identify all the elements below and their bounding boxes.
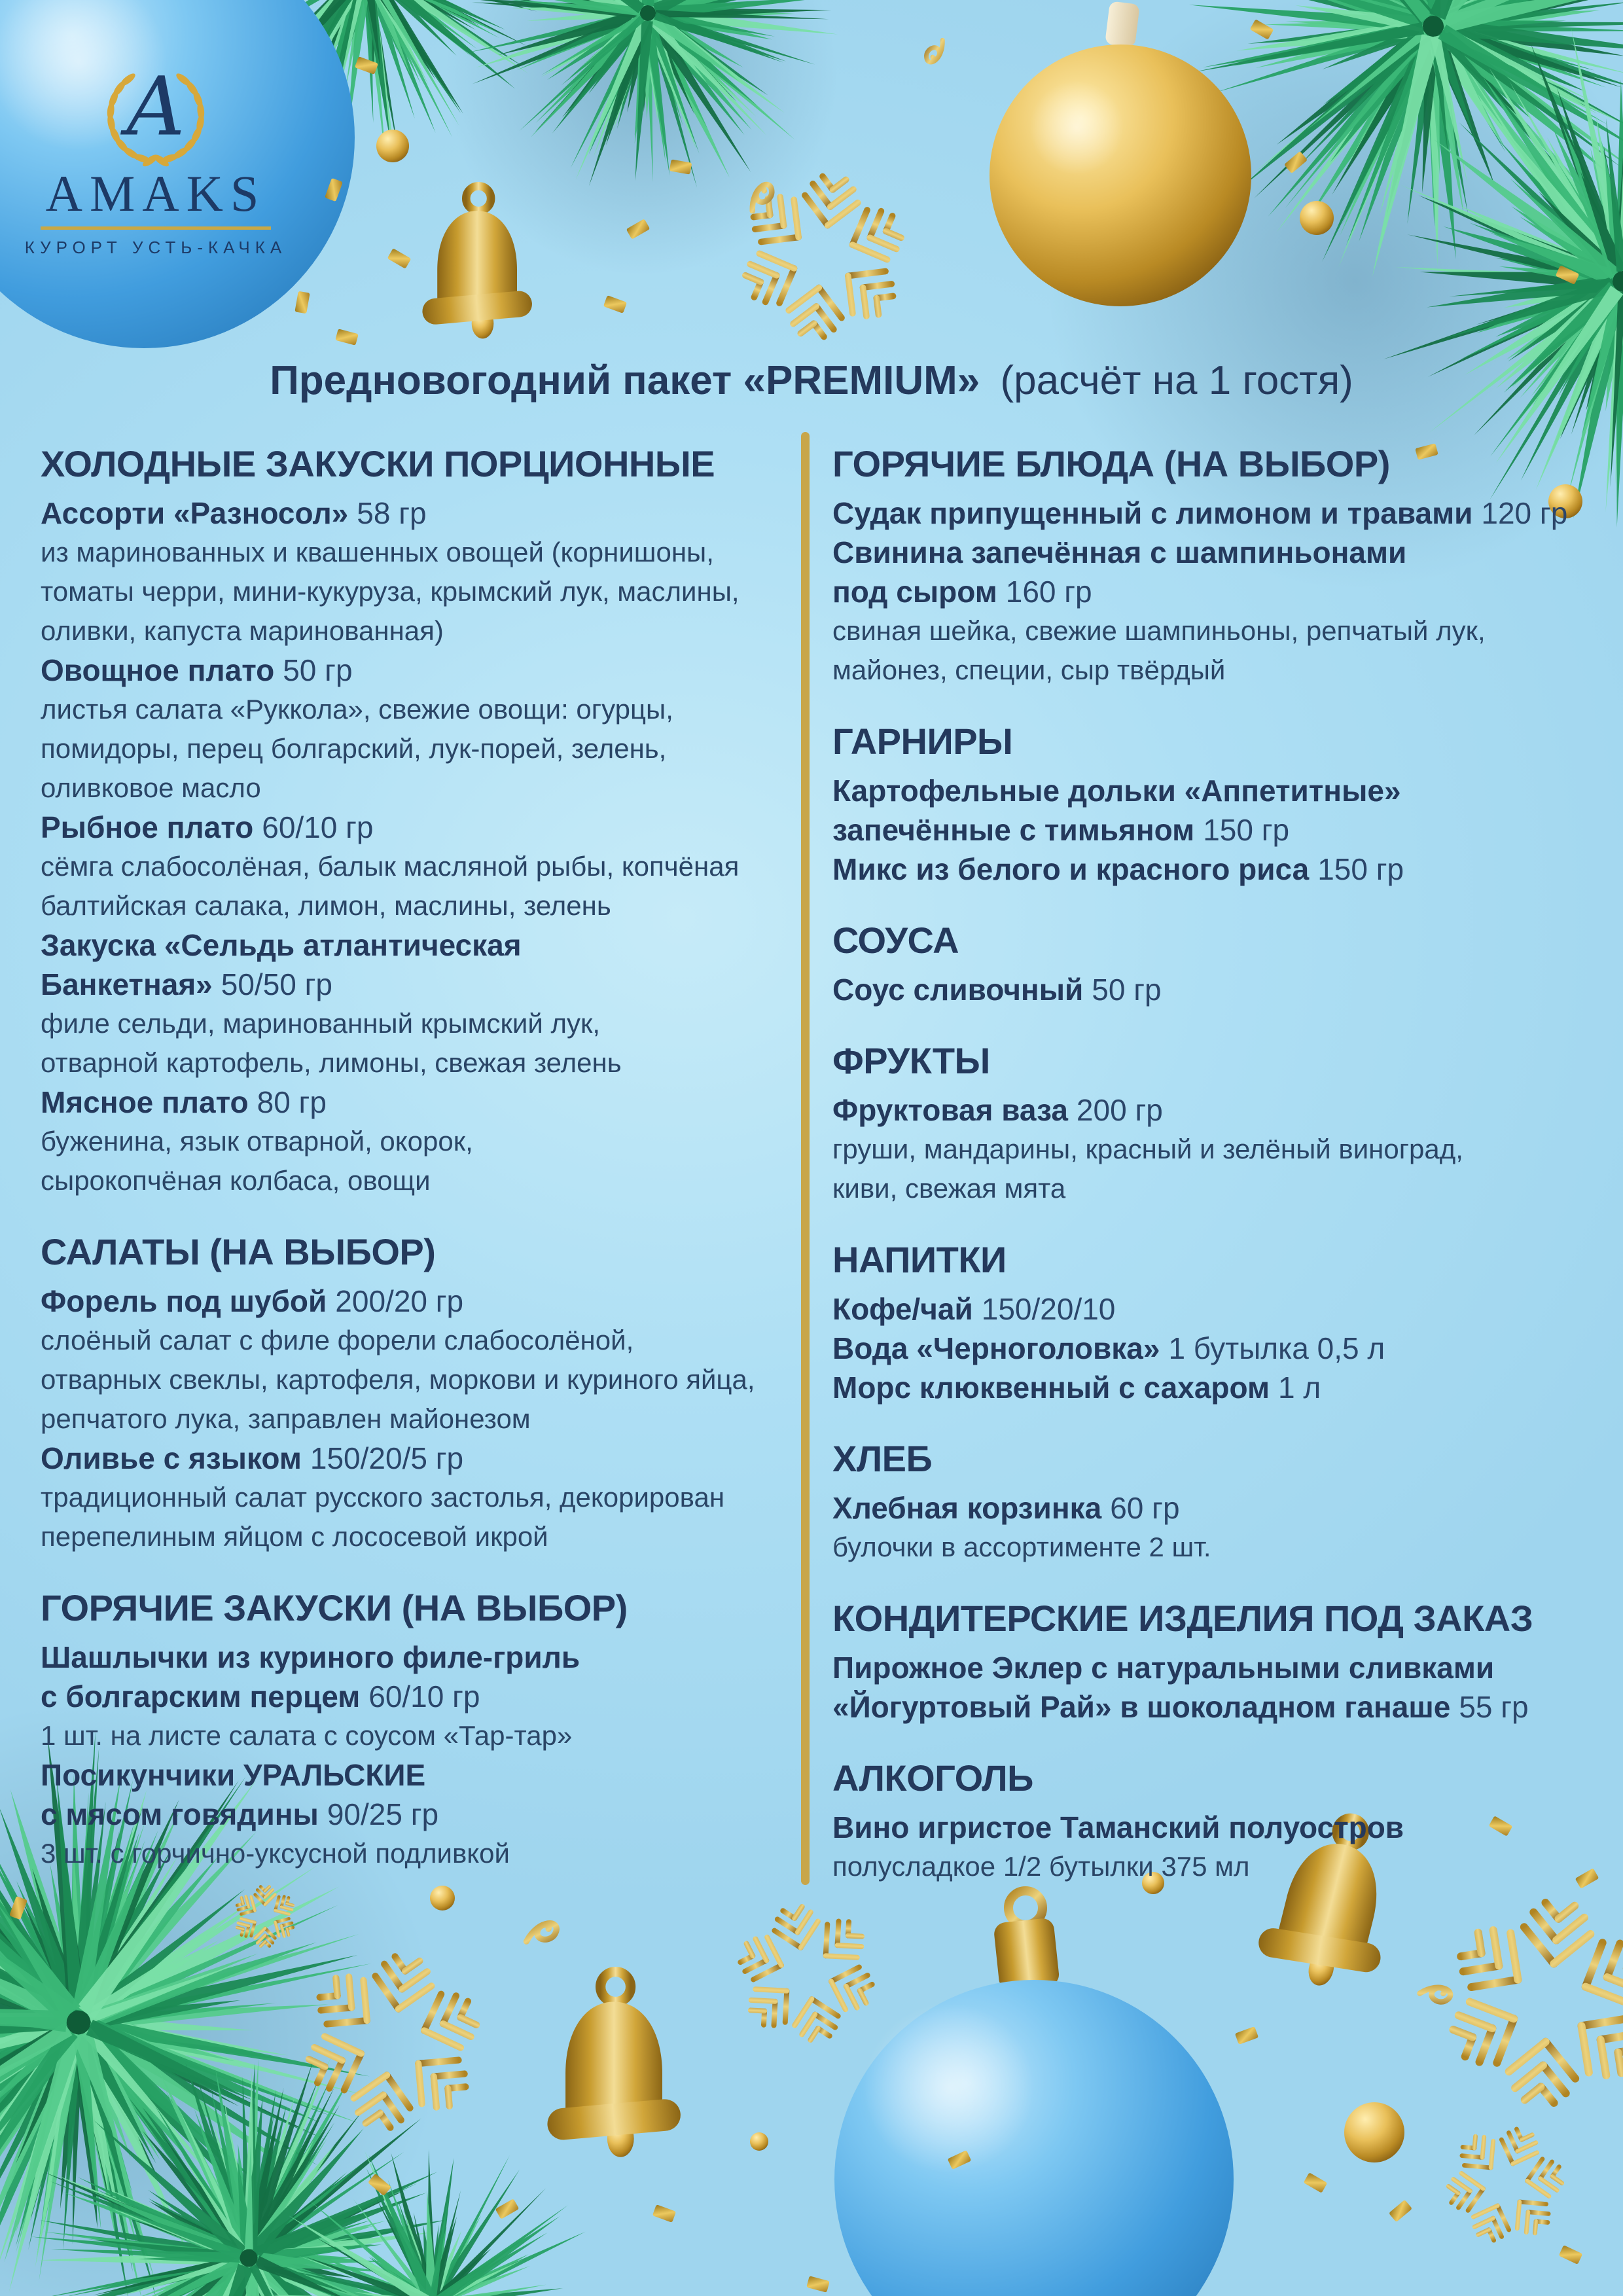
item-description-line: оливковое масло [41,772,261,803]
logo-monogram: A [126,60,185,154]
item-name: Судак припущенный с лимоном и травами [832,496,1473,530]
menu-section [832,1437,1605,1567]
logo-brand: AMAKS [45,165,266,222]
menu-section [41,442,793,1200]
column-divider [801,432,810,1885]
menu-item-name-line [41,1677,793,1716]
item-description-line: сырокопчёная колбаса, овощи [41,1165,431,1196]
menu-item-name-line [41,965,793,1004]
item-portion: 150 гр [1317,852,1404,886]
item-description-line: буженина, язык отварной, окорок, [41,1126,473,1157]
menu-section [41,1230,793,1556]
menu-section [832,442,1605,690]
item-description-line: полусладкое 1/2 бутылки 375 мл [832,1851,1250,1882]
item-description-line: киви, свежая мята [832,1173,1066,1204]
item-portion: 200/20 гр [335,1284,464,1318]
menu-item-name-line [832,771,1605,810]
menu-item-name-line [832,1648,1605,1687]
item-description-line: листья салата «Руккола», свежие овощи: огурцы, [41,694,673,725]
item-description-line: перепелиным яйцом с лососевой икрой [41,1521,548,1552]
item-name: Соус сливочный [832,973,1084,1007]
item-portion: 150 гр [1203,813,1290,847]
section-heading: ХОЛОДНЫЕ ЗАКУСКИ ПОРЦИОННЫЕ [41,443,715,484]
item-name: запечённые с тимьяном [832,813,1195,847]
page-title [0,356,1623,406]
menu-section [832,1597,1605,1727]
confetti-icon [1235,2026,1258,2045]
item-description-line: майонез, специи, сыр твёрдый [832,655,1226,685]
menu-section [832,1039,1605,1208]
section-heading: САЛАТЫ (НА ВЫБОР) [41,1231,436,1272]
item-portion: 80 гр [257,1085,327,1119]
confetti-icon [335,329,359,346]
item-name: под сыром [832,575,997,609]
item-description-line: сёмга слабосолёная, балык масляной рыбы, копчёная [41,851,740,882]
menu-column-left [41,442,793,1903]
confetti-icon [1304,2172,1328,2193]
item-description-line: томаты черри, мини-кукуруза, крымский лук, маслины, [41,576,740,607]
gold-ball-icon [750,2132,768,2151]
section-heading: ХЛЕБ [832,1438,933,1479]
confetti-icon [387,248,412,269]
item-name: Закуска «Сельдь атлантическая [41,928,522,962]
item-name: Хлебная корзинка [832,1491,1102,1525]
gold-ball-icon [1300,201,1334,235]
item-description-line: традиционный салат русского застолья, декорирован [41,1482,725,1513]
ball-highlight [864,2003,1034,2173]
menu-item-name-line [832,1329,1605,1368]
logo-underline [41,226,271,230]
menu-item-name-line [832,533,1605,572]
menu-section [832,720,1605,889]
confetti-icon [806,2276,830,2293]
item-name: Вода «Черноголовка» [832,1331,1160,1365]
item-description-line: филе сельди, маринованный крымский лук, [41,1008,601,1039]
item-name: с болгарским перцем [41,1679,361,1713]
item-portion: 200 гр [1076,1093,1163,1127]
item-description-line: балтийская салака, лимон, маслины, зелень [41,890,611,921]
menu-section [832,1757,1605,1886]
bell-icon [546,1972,681,2157]
item-description-line: отварных свеклы, картофеля, моркови и куриного яйца, [41,1364,755,1395]
menu-item-name-line [41,1439,793,1478]
section-heading: АЛКОГОЛЬ [832,1757,1033,1799]
item-description-line: помидоры, перец болгарский, лук-порей, зелень, [41,733,667,764]
snowflake-icon [1437,1893,1623,2112]
menu-item-name-line [832,810,1605,850]
item-portion: 60 гр [1110,1491,1180,1525]
item-name: «Йогуртовый Рай» в шоколадном ганаше [832,1690,1451,1724]
item-description-line: 3 шт. с горчично-уксусной подливкой [41,1838,510,1869]
menu-item-name-line [41,1282,793,1321]
item-portion: 60/10 гр [262,810,374,844]
menu-section [832,1238,1605,1407]
gold-ball-icon [1344,2102,1404,2162]
menu-item-name-line [832,1488,1605,1528]
item-portion: 160 гр [1005,575,1092,609]
item-portion: 150/20/10 [981,1292,1116,1326]
ribbon-curl-icon [1419,1978,1452,2010]
item-portion: 58 гр [357,496,427,530]
section-heading: КОНДИТЕРСКИЕ ИЗДЕЛИЯ ПОД ЗАКАЗ [832,1598,1533,1639]
menu-item-name-line [832,493,1605,533]
ribbon-curl-icon [526,1920,557,1946]
section-heading: ГАРНИРЫ [832,721,1013,762]
item-name: Рыбное плато [41,810,254,844]
menu-item-name-line [41,651,793,690]
item-name: Оливье с языком [41,1441,302,1475]
item-portion: 150/20/5 гр [310,1441,464,1475]
item-name: Овощное плато [41,653,275,687]
item-portion: 55 гр [1459,1690,1529,1724]
item-name: Посикунчики УРАЛЬСКИЕ [41,1758,426,1792]
section-heading: ГОРЯЧИЕ БЛЮДА (НА ВЫБОР) [832,443,1390,484]
item-description-line: булочки в ассортименте 2 шт. [832,1532,1211,1562]
menu-item-name-line [41,1638,793,1677]
item-description-line: свиная шейка, свежие шампиньоны, репчатый лук, [832,615,1486,646]
snowflake-icon [726,1894,887,2052]
logo [20,58,292,258]
item-portion: 60/10 гр [368,1679,480,1713]
ribbon-curl-icon [923,40,948,63]
confetti-icon [603,295,627,314]
item-name: Форель под шубой [41,1284,327,1318]
item-portion: 50 гр [1092,973,1162,1007]
item-name: Морс клюквенный с сахаром [832,1371,1270,1405]
item-portion: 1 бутылка 0,5 л [1168,1331,1385,1365]
menu-item-name-line [41,1755,793,1795]
item-name: Банкетная» [41,967,213,1001]
item-portion: 120 гр [1481,496,1568,530]
item-description-line: груши, мандарины, красный и зелёный виноград, [832,1134,1463,1164]
item-portion: 50/50 гр [221,967,333,1001]
menu-item-name-line [41,493,793,533]
menu-item-name-line [832,572,1605,611]
menu-item-name-line [832,850,1605,889]
snowflake-icon [1431,2112,1579,2257]
menu-item-name-line [41,808,793,847]
page-title-bold: Предновогодний пакет «PREMIUM» [270,358,980,403]
confetti-icon [1559,2245,1583,2265]
gold-ball-icon [990,45,1251,306]
confetti-icon [652,2204,676,2223]
menu-item-name-line [832,1808,1605,1847]
logo-subtitle: КУРОРТ УСТЬ-КАЧКА [24,238,287,257]
menu-item-name-line [832,1289,1605,1329]
confetti-icon [294,291,310,314]
item-name: Вино игристое Таманский полуостров [832,1810,1404,1844]
item-portion: 1 л [1278,1371,1321,1405]
item-portion: 90/25 гр [327,1797,439,1831]
ball-stem [1105,1,1140,47]
menu-item-name-line [41,1083,793,1122]
item-description-line: отварной картофель, лимоны, свежая зелень [41,1047,622,1078]
item-description-line: оливки, капуста маринованная) [41,615,444,646]
item-description-line: репчатого лука, заправлен майонезом [41,1403,531,1434]
menu-item-name-line [41,925,793,965]
item-description-line: 1 шт. на листе салата с соусом «Тар-тар» [41,1720,573,1751]
gold-ball-icon [376,130,409,162]
item-description-line: из маринованных и квашенных овощей (корнишоны, [41,537,714,567]
menu-item-name-line [41,1795,793,1834]
menu-column-right [832,442,1605,1916]
item-name: Микс из белого и красного риса [832,852,1310,886]
section-heading: ГОРЯЧИЕ ЗАКУСКИ (НА ВЫБОР) [41,1587,628,1628]
item-name: с мясом говядины [41,1797,319,1831]
item-name: Кофе/чай [832,1292,973,1326]
menu-item-name-line [832,1687,1605,1727]
item-name: Шашлычки из куриного филе-гриль [41,1640,580,1674]
item-name: Фруктовая ваза [832,1093,1068,1127]
menu-item-name-line [832,1090,1605,1130]
item-portion: 50 гр [283,653,353,687]
section-heading: НАПИТКИ [832,1239,1007,1280]
page-title-note: (расчёт на 1 гостя) [1000,358,1353,403]
item-name: Мясное плато [41,1085,249,1119]
menu-item-name-line [832,1368,1605,1407]
section-heading: СОУСА [832,920,959,961]
ball-highlight [1029,81,1124,175]
menu-section [41,1587,793,1873]
menu-section [832,919,1605,1009]
laurel-wreath-icon [98,58,214,168]
item-description-line: слоёный салат с филе форели слабосолёной, [41,1325,634,1355]
item-name: Ассорти «Разносол» [41,496,349,530]
confetti-icon [1389,2200,1412,2222]
item-name: Картофельные дольки «Аппетитные» [832,774,1401,808]
item-name: Пирожное Эклер с натуральными сливками [832,1651,1495,1685]
item-name: Свинина запечённая с шампиньонами [832,535,1407,569]
menu-item-name-line [832,970,1605,1009]
section-heading: ФРУКТЫ [832,1040,990,1081]
